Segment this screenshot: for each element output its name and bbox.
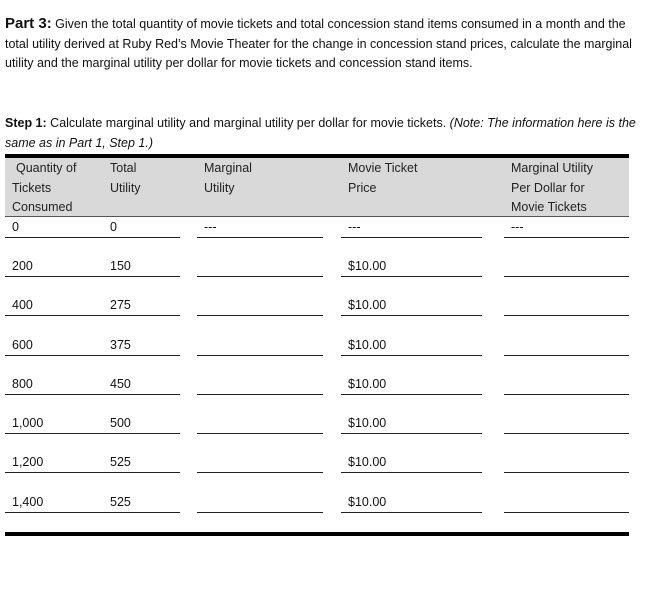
answer-underline [5, 512, 180, 513]
header-quantity [12, 159, 106, 218]
quantity-cell: 1,200 [12, 455, 44, 469]
answer-underline [504, 276, 629, 277]
quantity-cell: 200 [12, 259, 33, 273]
total-utility-cell: 525 [110, 495, 131, 509]
answer-underline [5, 276, 180, 277]
quantity-cell: 600 [12, 338, 33, 352]
header-marginal-utility [204, 159, 324, 198]
answer-underline [5, 394, 180, 395]
answer-underline [197, 433, 323, 434]
ticket-price-cell: $10.00 [348, 259, 387, 273]
answer-underline [341, 512, 482, 513]
header-mu-per-dollar [511, 159, 629, 218]
answer-underline [341, 433, 482, 434]
answer-underline [341, 394, 482, 395]
marginal-utility-cell: --- [204, 220, 217, 234]
header-quantity-line: Consumed [12, 200, 73, 214]
header-marginal-utility-line: Utility [204, 180, 235, 195]
intro-paragraph [5, 14, 637, 74]
header-marginal-utility-line: Marginal [204, 161, 252, 175]
quantity-cell: 1,400 [12, 495, 44, 509]
answer-underline [197, 315, 323, 316]
step-instructions [5, 114, 637, 153]
ticket-price-cell: --- [348, 220, 361, 234]
header-total-utility-line: Total [110, 161, 137, 175]
answer-underline [504, 472, 629, 473]
header-quantity-line: Tickets [12, 180, 52, 195]
answer-underline [504, 512, 629, 513]
ticket-price-cell: $10.00 [348, 338, 387, 352]
answer-underline [197, 472, 323, 473]
answer-underline [5, 472, 180, 473]
answer-underline [341, 472, 482, 473]
header-total-utility [110, 159, 190, 198]
header-mu-per-dollar-line: Per Dollar for [511, 180, 585, 195]
quantity-cell: 1,000 [12, 416, 44, 430]
answer-underline [341, 315, 482, 316]
total-utility-cell: 375 [110, 338, 131, 352]
total-utility-cell: 275 [110, 298, 131, 312]
total-utility-cell: 150 [110, 259, 131, 273]
total-utility-cell: 500 [110, 416, 131, 430]
answer-underline [504, 394, 629, 395]
answer-underline [5, 355, 180, 356]
mu-per-dollar-cell: --- [511, 220, 524, 234]
step-note: (Note: The information here is the same as in Part 1, Step 1.) [5, 116, 636, 150]
header-quantity-line: Quantity of [16, 161, 77, 175]
total-utility-cell: 0 [110, 220, 117, 234]
answer-underline [504, 433, 629, 434]
answer-underline [197, 355, 323, 356]
quantity-cell: 400 [12, 298, 33, 312]
answer-underline [341, 276, 482, 277]
quantity-cell: 800 [12, 377, 33, 391]
ticket-price-cell: $10.00 [348, 455, 387, 469]
total-utility-cell: 450 [110, 377, 131, 391]
answer-underline [341, 237, 482, 238]
header-total-utility-line: Utility [110, 180, 141, 195]
answer-underline [197, 394, 323, 395]
answer-underline [5, 315, 180, 316]
step-text: Calculate marginal utility and marginal utility per dollar for movie tickets. [50, 116, 447, 130]
header-ticket-price [348, 159, 478, 198]
answer-underline [504, 237, 629, 238]
total-utility-cell: 525 [110, 455, 131, 469]
part-label: Part 3: [5, 15, 52, 32]
answer-underline [197, 512, 323, 513]
answer-underline [197, 276, 323, 277]
ticket-price-cell: $10.00 [348, 495, 387, 509]
answer-underline [5, 433, 180, 434]
step-label: Step 1: [5, 116, 47, 130]
quantity-cell: 0 [12, 220, 19, 234]
header-mu-per-dollar-line: Movie Tickets [511, 200, 587, 214]
ticket-price-cell: $10.00 [348, 377, 387, 391]
intro-text: Given the total quantity of movie tickets and total concession stand items consumed in a month and the total utility derived at Ruby Red’s Movie Theater for the change in concession stand prices, calculate the marginal utility and the marginal utility per dollar for movie tickets and concession stand items. [5, 17, 632, 70]
ticket-price-cell: $10.00 [348, 298, 387, 312]
table-bottom-border [5, 532, 629, 536]
answer-underline [504, 355, 629, 356]
answer-underline [341, 355, 482, 356]
answer-underline [5, 237, 180, 238]
answer-underline [504, 315, 629, 316]
header-mu-per-dollar-line: Marginal Utility [511, 161, 593, 175]
header-ticket-price-line: Price [348, 180, 377, 195]
answer-underline [197, 237, 323, 238]
header-ticket-price-line: Movie Ticket [348, 161, 418, 175]
ticket-price-cell: $10.00 [348, 416, 387, 430]
